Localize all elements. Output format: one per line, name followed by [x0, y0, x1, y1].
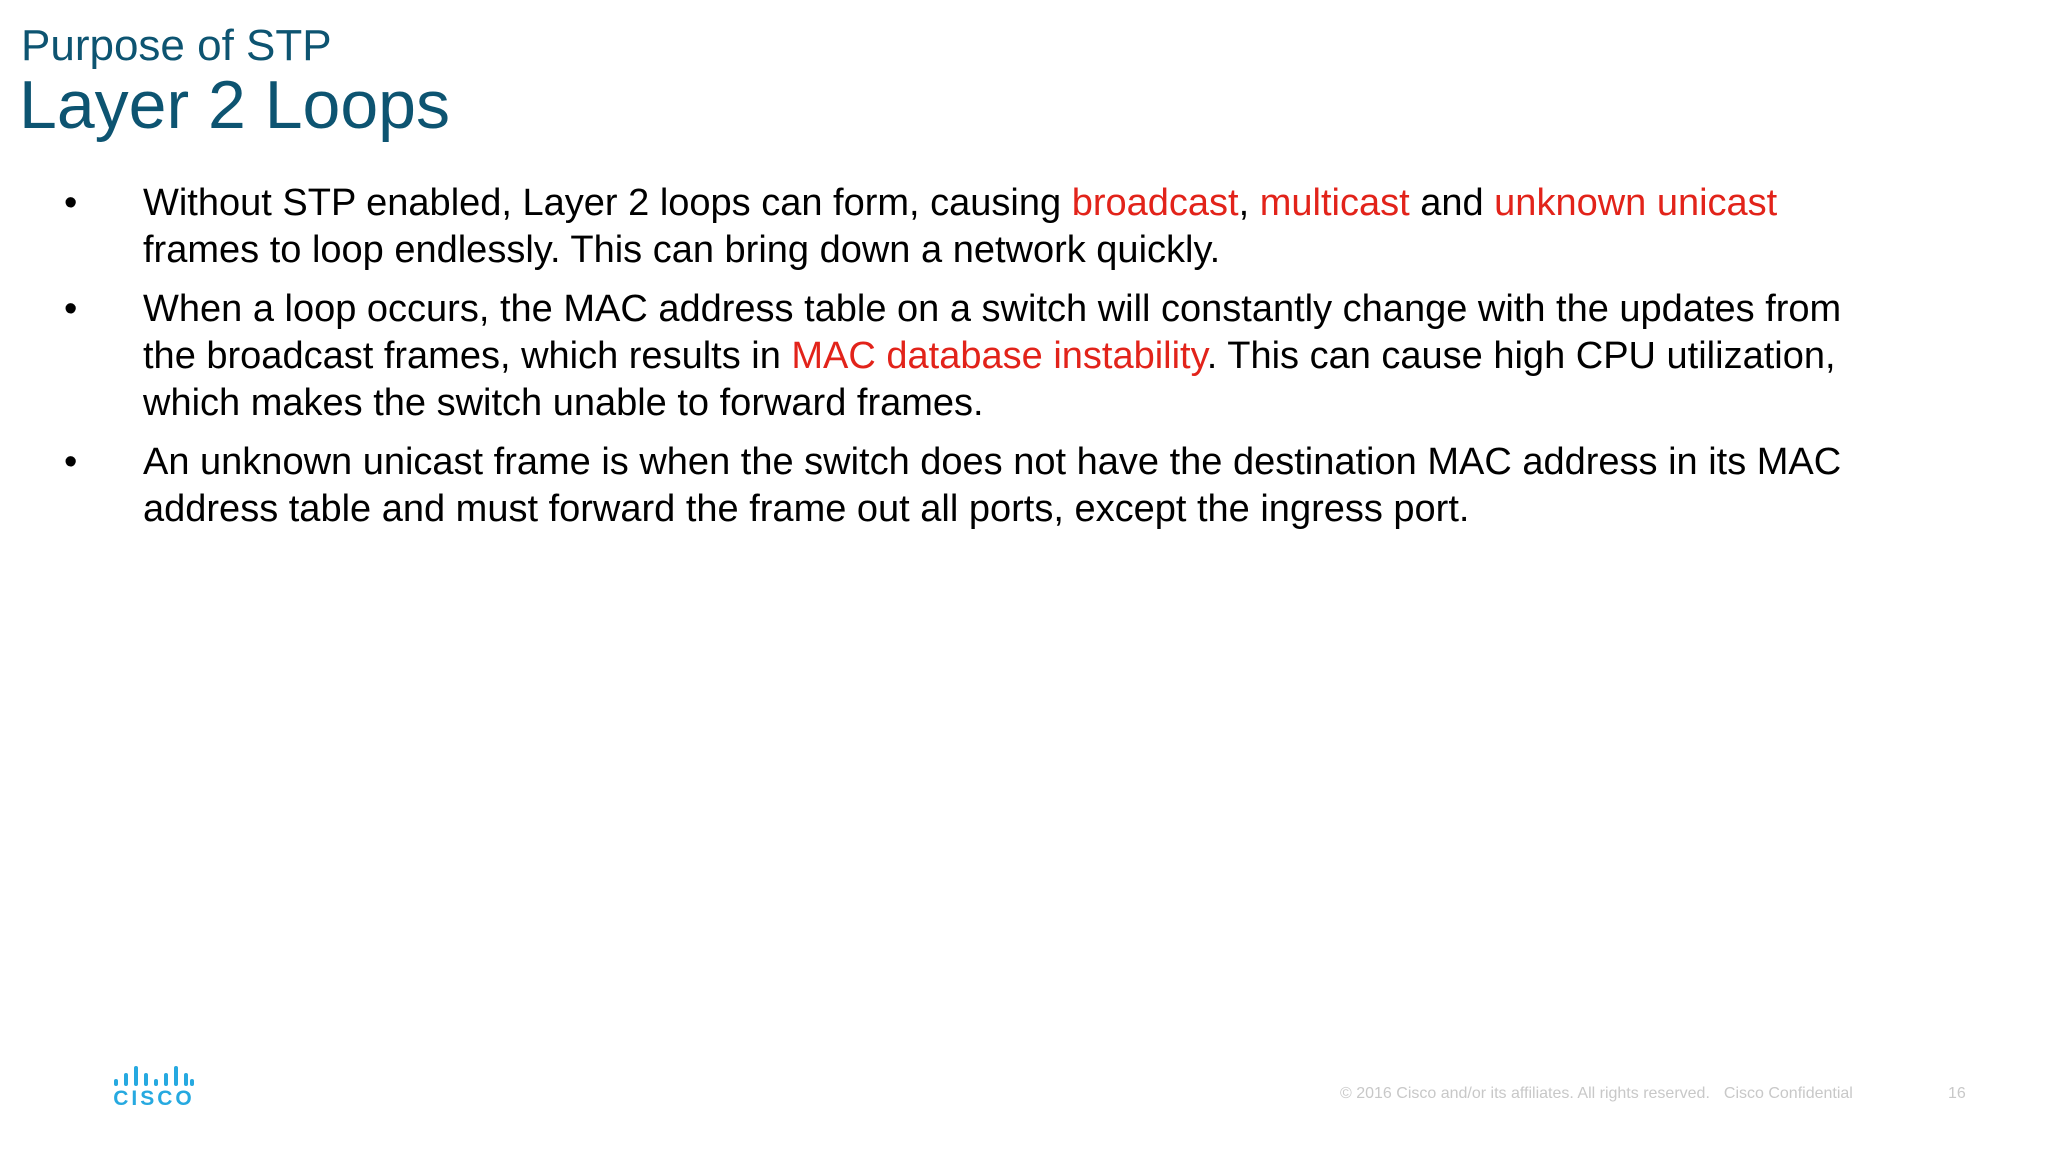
bullet-marker: • — [64, 288, 78, 330]
slide-subtitle: Purpose of STP — [21, 21, 332, 70]
cisco-logo — [112, 1066, 196, 1110]
footer — [1340, 1084, 1867, 1104]
cisco-bars-icon — [114, 1066, 194, 1086]
bullet-text: When a loop occurs, the MAC address table on a switch will constantly change with the updates from the broadcast frames, which results in — [143, 288, 1842, 377]
bullet-text: , — [1238, 182, 1260, 224]
highlight-multicast: multicast — [1259, 182, 1410, 224]
page-number: 16 — [1948, 1085, 1966, 1102]
highlight-broadcast: broadcast — [1071, 182, 1239, 224]
cisco-logo-text: CISCO — [113, 1087, 195, 1110]
bullet-text: . This can cause high CPU utilization, which makes the switch unable to forward frames. — [143, 335, 1836, 424]
footer-confidentiality: Cisco Confidential — [1723, 1085, 1853, 1102]
bullet-item — [0, 180, 1893, 274]
bullet-text: An unknown unicast frame is when the switch does not have the destination MAC address in its MAC address table and must forward the frame out all ports, except the ingress port. — [143, 441, 1842, 530]
bullet-text: frames to loop endlessly. This can bring down a network quickly. — [143, 229, 1221, 271]
footer-copyright: © 2016 Cisco and/or its affiliates. All rights reserved. — [1340, 1085, 1710, 1102]
highlight-mac-database-instability: MAC database instability — [791, 335, 1207, 377]
bullet-item — [0, 286, 1893, 427]
slide-title: Layer 2 Loops — [19, 67, 450, 143]
bullet-text: Without STP enabled, Layer 2 loops can form, causing — [143, 182, 1072, 224]
bullet-marker: • — [64, 441, 78, 483]
bullet-marker: • — [64, 182, 78, 224]
highlight-unknown-unicast: unknown unicast — [1494, 182, 1778, 224]
bullet-item — [0, 439, 1893, 533]
bullet-list — [0, 180, 2048, 545]
bullet-text: and — [1409, 182, 1495, 224]
